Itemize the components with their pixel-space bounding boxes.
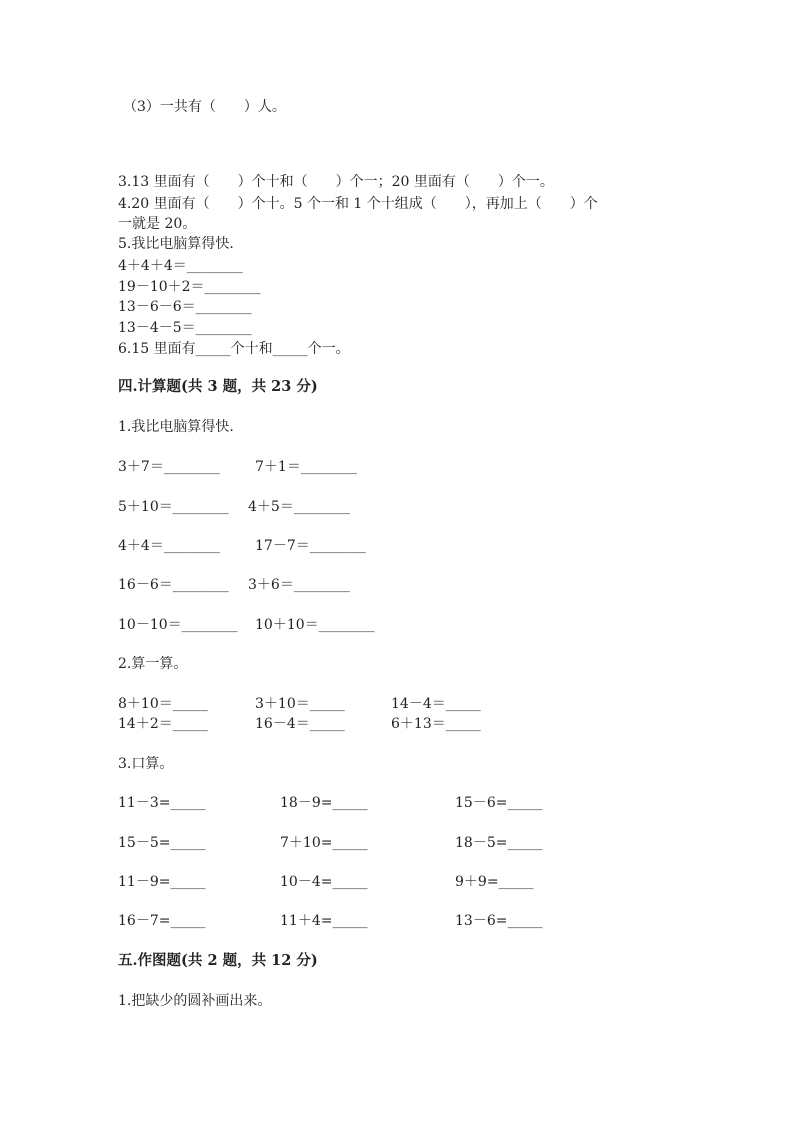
calc-q1-item: 16－6＝________ — [118, 577, 229, 593]
section-4-heading: 四.计算题(共 3 题，共 23 分) — [118, 378, 318, 395]
calc-q1-item: 4＋5＝________ — [248, 499, 350, 515]
calc-q3-item: 7＋10=_____ — [280, 835, 368, 851]
calc-q3-item: 18－9=_____ — [280, 795, 368, 811]
calc-q2-item: 8＋10＝_____ — [118, 696, 208, 712]
section-5-heading: 五.作图题(共 2 题，共 12 分) — [118, 952, 318, 969]
calc-q2-item: 14－4＝_____ — [391, 696, 481, 712]
calc-q1-item: 3＋7＝________ — [118, 459, 220, 475]
draw-q1-title: 1.把缺少的圆补画出来。 — [118, 993, 272, 1009]
calc-q1-item: 4＋4＝________ — [118, 538, 220, 554]
calc-q3-item: 9＋9=_____ — [455, 874, 534, 890]
calc-q2-item: 14＋2＝_____ — [118, 716, 208, 732]
question-6: 6.15 里面有_____个十和_____个一。 — [118, 341, 350, 357]
calc-q3-title: 3.口算。 — [118, 756, 174, 772]
calc-q1-item: 7＋1＝________ — [255, 459, 357, 475]
question-5-item: 13－6－6＝________ — [118, 299, 252, 315]
calc-q3-item: 15－5=_____ — [118, 835, 206, 851]
calc-q2-item: 16－4＝_____ — [255, 716, 345, 732]
calc-q1-item: 3＋6＝________ — [248, 577, 350, 593]
question-5-item: 4＋4＋4＝________ — [118, 258, 243, 274]
calc-q3-item: 16－7=_____ — [118, 913, 206, 929]
question-4-line-1: 4.20 里面有（ ）个十。5 个一和 1 个十组成（ ），再加上（ ）个 — [118, 196, 598, 212]
calc-q1-item: 10－10＝________ — [118, 617, 238, 633]
question-3: 3.13 里面有（ ）个十和（ ）个一；20 里面有（ ）个一。 — [118, 174, 554, 190]
question-5-item: 13－4－5＝________ — [118, 320, 252, 336]
calc-q3-item: 10－4=_____ — [280, 874, 368, 890]
calc-q1-item: 10＋10＝________ — [255, 617, 375, 633]
calc-q3-item: 15－6=_____ — [455, 795, 543, 811]
calc-q1-item: 17－7＝________ — [255, 538, 366, 554]
calc-q2-item: 6＋13＝_____ — [391, 716, 481, 732]
calc-q3-item: 11－9=_____ — [118, 874, 206, 890]
question-5-title: 5.我比电脑算得快. — [118, 236, 234, 252]
calc-q1-title: 1.我比电脑算得快. — [118, 419, 234, 435]
calc-q2-title: 2.算一算。 — [118, 656, 188, 672]
question-4-line-2: 一就是 20。 — [118, 216, 197, 232]
question-5-item: 19－10＋2＝________ — [118, 279, 261, 295]
calc-q2-item: 3＋10＝_____ — [255, 696, 345, 712]
calc-q3-item: 18－5=_____ — [455, 835, 543, 851]
calc-q3-item: 11＋4=_____ — [280, 913, 368, 929]
calc-q3-item: 11－3=_____ — [118, 795, 206, 811]
calc-q3-item: 13－6=_____ — [455, 913, 543, 929]
question-3-sub-3: （3）一共有（ ）人。 — [123, 99, 286, 115]
calc-q1-item: 5＋10＝________ — [118, 499, 229, 515]
